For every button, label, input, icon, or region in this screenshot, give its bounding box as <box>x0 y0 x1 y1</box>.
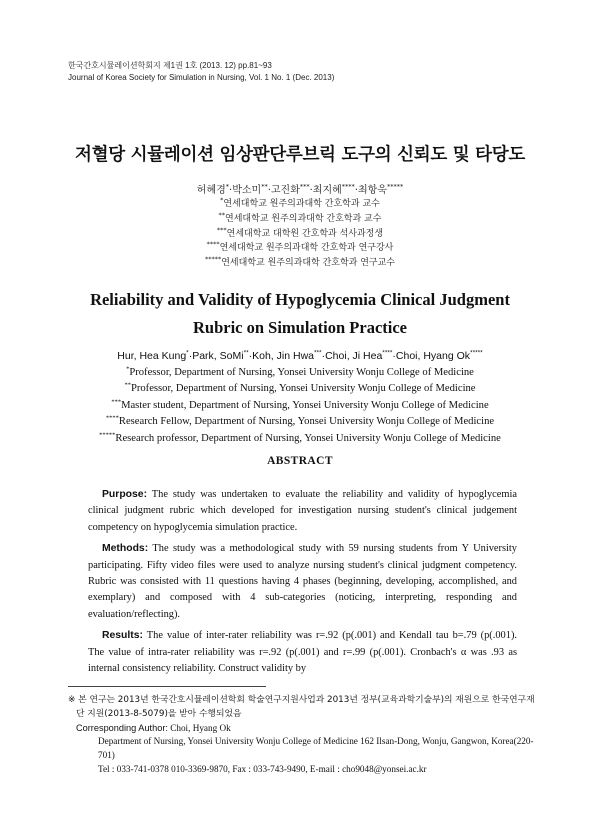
author-en: Koh, Jin Hwa***· <box>252 349 326 362</box>
corresponding-address: Department of Nursing, Yonsei University Wonju College of Medicine 162 Ilsan-Dong, Wonju, Gangwon, Korea(220-701) <box>98 736 534 761</box>
abstract-results <box>88 628 517 677</box>
author-en: Choi, Hyang Ok***** <box>395 349 483 362</box>
footnote-block <box>68 694 538 777</box>
journal-line-kr: 한국간호시뮬레이션학회지 제1권 1호 (2013. 12) pp.81~93 <box>68 61 272 70</box>
affiliation-en: **Professor, Department of Nursing, Yonsei University Wonju College of Medicine <box>124 381 476 395</box>
affiliations-korean <box>0 197 600 271</box>
authors-english <box>0 350 600 362</box>
journal-header <box>68 60 334 84</box>
corresponding-label: Corresponding Author: <box>76 722 168 733</box>
author-kr: 허혜경*· <box>196 182 233 196</box>
abstract-purpose <box>88 487 517 536</box>
author-kr: 고진화***· <box>270 182 313 196</box>
author-kr: 박소미**· <box>232 182 271 196</box>
author-kr: 최지혜****· <box>312 182 358 196</box>
affiliations-english <box>0 365 600 447</box>
affiliation-en: ***Master student, Department of Nursing, Yonsei University Wonju College of Medicine <box>111 398 489 411</box>
purpose-text: The study was undertaken to evaluate the reliability and validity of hypoglycemia clinical judgment rubric which developed for investigation nursing student's clinical judgement competency on hypoglycemia simulation practice. <box>88 489 517 533</box>
corresponding-name: Choi, Hyang Ok <box>167 722 231 733</box>
purpose-label: Purpose: <box>102 489 148 500</box>
footnote-divider <box>68 686 266 687</box>
methods-text: The study was a methodological study with 59 nursing students from Y University participating. Fifty video files were used to analyze nursing student's clinical judgment competency. Rubric was consisted with 11 questions having 4 phases (beginning, developing, accomplished, and exemplary) and composed with 4 sub-categories (noticing, interpreting, responding and evaluation/reflecting). <box>88 543 517 620</box>
title-english <box>0 286 600 342</box>
affiliation-en: *****Research professor, Department of Nursing, Yonsei University Wonju College of Medicine <box>99 431 501 444</box>
author-en: Choi, Ji Hea****· <box>325 349 396 362</box>
abstract-methods <box>88 541 517 623</box>
affiliation-kr: ****연세대학교 원주의과대학 간호학과 연구강사 <box>206 240 394 254</box>
affiliation-kr: ***연세대학교 대학원 간호학과 석사과정생 <box>216 225 384 239</box>
author-en: Hur, Hea Kung*· <box>117 349 193 362</box>
journal-line-en: Journal of Korea Society for Simulation in Nursing, Vol. 1 No. 1 (Dec. 2013) <box>68 73 335 82</box>
corresponding-author <box>68 722 538 736</box>
results-text: The value of inter-rater reliability was r=.92 (p(.001) and Kendall tau b=.79 (p(.001). The value of intra-rater reliability was r=.92 (p(.001) and r=.99 (p(.001). Cronbach's α was .93 as internal consistency reliability. Construct validity by <box>88 630 517 675</box>
title-english-line-2: Rubric on Simulation Practice <box>192 318 408 337</box>
authors-korean <box>0 181 600 196</box>
author-kr: 최항욱***** <box>357 182 404 196</box>
corresponding-contact: Tel : 033-741-0378 010-3369-9870, Fax : 033-743-9490, E-mail : cho9048@yonsei.ac.kr <box>98 763 427 774</box>
title-english-line-1: Reliability and Validity of Hypoglycemia Clinical Judgment <box>90 290 510 309</box>
affiliation-en: ****Research Fellow, Department of Nursing, Yonsei University Wonju College of Medicine <box>105 414 495 428</box>
affiliation-en: *Professor, Department of Nursing, Yonsei University Wonju College of Medicine <box>126 365 474 378</box>
abstract-body <box>88 487 517 682</box>
affiliation-kr: *연세대학교 원주의과대학 간호학과 교수 <box>220 196 380 209</box>
abstract-heading: ABSTRACT <box>267 455 333 467</box>
title-korean: 저혈당 시뮬레이션 임상판단루브릭 도구의 신뢰도 및 타당도 <box>75 145 525 165</box>
author-en: Park, SoMi**· <box>192 349 253 362</box>
methods-label: Methods: <box>102 543 149 555</box>
results-label: Results: <box>102 630 143 642</box>
affiliation-kr: *****연세대학교 원주의과대학 간호학과 연구교수 <box>204 255 396 269</box>
funding-note: ※ 본 연구는 2013년 한국간호시뮬레이션학회 학술연구지원사업과 2013년 정부(교육과학기술부)의 재원으로 한국연구재단 지원(2013-8-5079)을 받아 수행되었음 <box>68 695 535 719</box>
affiliation-kr: **연세대학교 원주의과대학 간호학과 교수 <box>218 210 382 224</box>
